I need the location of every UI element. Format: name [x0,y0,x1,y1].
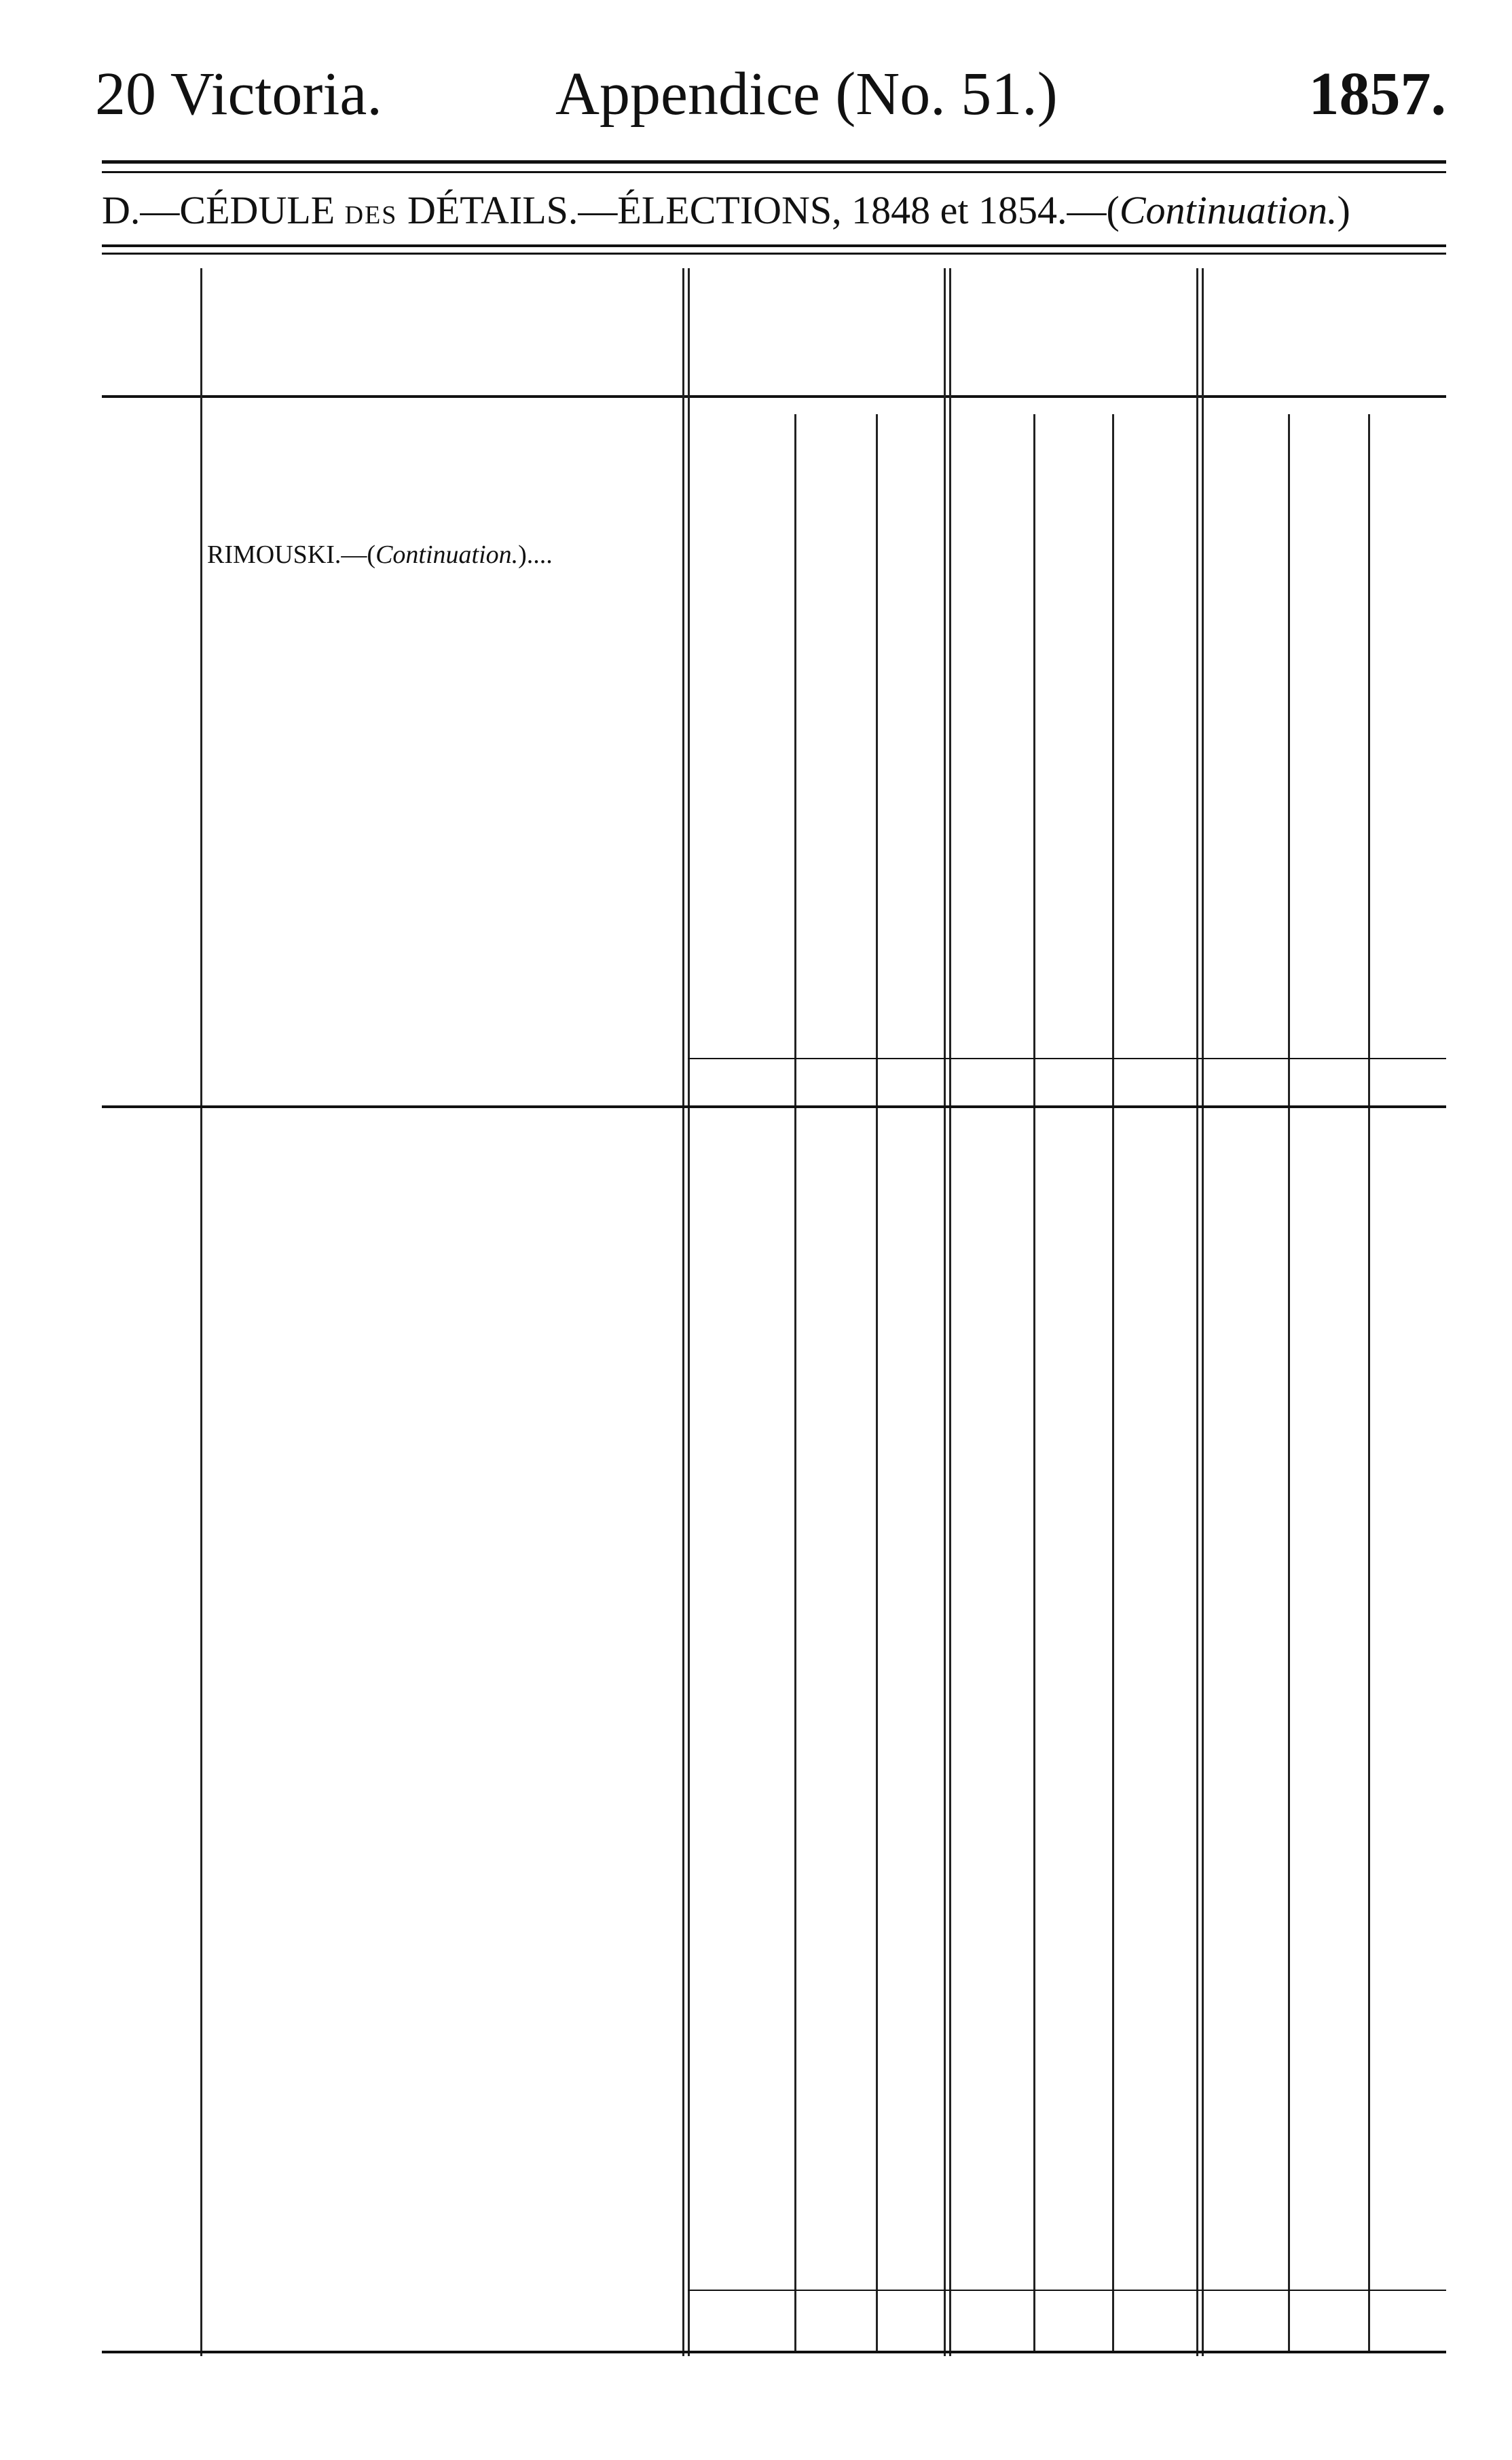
table-row-cell [1368,1365,1439,1396]
table-row-cell [693,1302,794,1334]
table-row-cell [1200,1334,1288,1365]
table-row-cell [945,1271,1033,1302]
table-row-cell [794,883,876,914]
table-row-cell [1288,1396,1368,1427]
table-row-cell [794,1615,876,1646]
total-row-cell [794,2300,876,2332]
table-row-cell [693,883,794,914]
table-row-cell [876,1240,944,1271]
table-row-cell [693,1677,794,1708]
column-rule [688,268,690,2356]
table-row-cell [876,1427,944,1458]
table-row-cell [693,2083,794,2114]
table-row-cell [1288,1365,1368,1396]
table-row-cell [794,1490,876,1521]
carried-forward-row-cell [794,508,876,539]
table-row-cell [693,1396,794,1427]
table-row-cell [876,2114,944,2146]
table-row-cell [693,758,794,789]
table-row-cell [1112,1240,1183,1271]
table-row-cell [693,1209,794,1240]
total-row-cell [1033,1070,1112,1101]
table-row-cell [876,1008,944,1039]
table-row-cell [1200,1146,1288,1177]
table-row-cell [876,1646,944,1677]
table-row-cell [794,1927,876,1958]
table-row-cell [945,1396,1033,1427]
table-row-cell [1288,1271,1368,1302]
table-row-cell [794,1365,876,1396]
table-row-cell [693,1865,794,1896]
table-row-cell [794,633,876,664]
table-row-cell [1200,1396,1288,1427]
table-row-cell [794,1458,876,1490]
table-row-cell [876,1334,944,1365]
table-row-cell [693,2052,794,2083]
title-part-2: DES [344,201,398,230]
total-row-cell [1112,1070,1183,1101]
table-row-cell [693,945,794,976]
table-row-cell [693,1927,794,1958]
table-row-cell [876,1552,944,1583]
table-row-cell [1200,1177,1288,1209]
table-row-cell [945,1177,1033,1209]
table-row-cell [693,570,794,602]
total-row-cell [1033,2300,1112,2332]
table-row-cell [876,1396,944,1427]
table-row-cell [876,820,944,851]
table-row-cell [693,1240,794,1271]
table-row-cell [693,1615,794,1646]
table-row-cell [1288,1334,1368,1365]
table-row-cell [876,633,944,664]
table-row-cell [794,570,876,602]
table-row-cell [794,1646,876,1677]
table-row-cell [794,1146,876,1177]
table-row-cell [945,1240,1033,1271]
table-row-cell [1033,1146,1112,1177]
table-row-cell [876,1271,944,1302]
table-row-cell [876,1708,944,1740]
table-row-cell [1112,1365,1183,1396]
table-row-cell [794,945,876,976]
section-divider [102,1105,1446,1108]
table-row-cell [693,1896,794,1927]
table-row-cell [1288,1302,1368,1334]
table-row-cell [693,851,794,883]
table-row-cell [876,2021,944,2052]
table-row-cell [876,1740,944,1771]
total-row-cell [1200,1070,1288,1101]
table-row-cell [876,1458,944,1490]
total-row-cell [1112,2300,1183,2332]
table-row-cell [1368,1271,1439,1302]
table-row-cell [693,1521,794,1552]
total-row-cell [945,2300,1033,2332]
table-row-cell [876,1490,944,1521]
carried-forward-row-cell [1368,508,1439,539]
table-row-cell [794,1958,876,1989]
table-row-cell [693,1708,794,1740]
table-row-cell [876,914,944,945]
table-row-cell [876,1896,944,1927]
table-row-cell [693,664,794,695]
table-row-cell [693,789,794,820]
table-row-cell [794,2177,876,2208]
table-row-cell [1112,1396,1183,1427]
carried-forward-row-cell [1033,508,1112,539]
table-row-cell [693,976,794,1008]
bottom-rule [102,2351,1446,2353]
table-row-cell [876,1865,944,1896]
table-row-cell [794,1865,876,1896]
table-row-cell [876,1989,944,2021]
header-volume: 20 Victoria. [95,60,382,128]
title-part-4: Continuation. [1119,188,1338,232]
table-row-cell [693,2146,794,2177]
total-row-cell [945,1070,1033,1101]
table-row-cell [693,1833,794,1865]
column-rule [200,268,202,2356]
table-row-cell [794,1396,876,1427]
county-name [207,539,553,570]
table-row-cell [693,1490,794,1521]
table-row-cell [794,727,876,758]
table-row-cell [693,1271,794,1302]
table-row-cell [945,1302,1033,1334]
table-row-cell [876,664,944,695]
table-row-cell [693,695,794,727]
table-row-cell [794,2239,876,2271]
table-row-cell [794,2208,876,2239]
table-row-cell [693,1334,794,1365]
table-row-cell [1200,1209,1288,1240]
table-row-cell [1033,1365,1112,1396]
table-row-cell [794,1334,876,1365]
table-row-cell [876,789,944,820]
table-row-cell [693,602,794,633]
table-row-cell [1368,1240,1439,1271]
county-name-part: Continuation. [375,540,519,569]
table-row-cell [1033,1302,1112,1334]
total-row-cell [1288,1070,1368,1101]
table-row-cell [693,727,794,758]
table-row-cell [794,1771,876,1802]
table-row-cell [876,1583,944,1615]
table-row-cell [794,976,876,1008]
table-row-cell [794,2021,876,2052]
table-row-cell [693,2021,794,2052]
title-rule-1 [102,244,1446,247]
carried-forward-row-cell [1200,508,1288,539]
total-row-cell [876,2300,944,2332]
table-row-cell [693,1771,794,1802]
table-row-cell [693,1989,794,2021]
table-row-cell [794,539,876,570]
table-row-cell [693,1365,794,1396]
table-row-cell [693,1427,794,1458]
table-row-cell [693,1458,794,1490]
table-row-cell [876,1177,944,1209]
header-appendix: Appendice (No. 51.) [555,60,1058,128]
table-row-cell [693,1740,794,1771]
total-row-cell [693,2300,794,2332]
table-row-cell [1200,1365,1288,1396]
table-row-cell [1112,1146,1183,1177]
table-row-cell [693,2208,794,2239]
total-row-cell [794,1070,876,1101]
table-row-cell [945,1146,1033,1177]
table-row-cell [1200,1240,1288,1271]
table-row-cell [693,1146,794,1177]
table-row-cell [794,1240,876,1271]
table-row-cell [1033,1396,1112,1427]
table-row-cell [876,570,944,602]
table-row-cell [876,1927,944,1958]
table-row-cell [876,1521,944,1552]
table-row-cell [794,695,876,727]
column-rule [1196,268,1198,2356]
table-row-cell [693,1958,794,1989]
header-year: 1857. [1308,60,1446,128]
table-row-cell [794,1989,876,2021]
table-row-cell [876,2146,944,2177]
total-rule [688,1058,1446,1059]
table-row-cell [876,695,944,727]
table-row-cell [1200,1302,1288,1334]
table-row-cell [794,789,876,820]
table-row-cell [876,727,944,758]
carried-forward-row-cell [945,508,1033,539]
table-row-cell [876,2083,944,2114]
table-row-cell [1368,1177,1439,1209]
table-row-cell [1288,1209,1368,1240]
table-row-cell [693,1646,794,1677]
total-row-cell [1368,2300,1439,2332]
table-row-cell [794,2146,876,2177]
table-row-cell [794,851,876,883]
table-row-cell [876,976,944,1008]
table-row-cell [794,664,876,695]
table-row-cell [794,1427,876,1458]
table-row-cell [794,1896,876,1927]
table-row-cell [794,758,876,789]
table-row-cell [794,914,876,945]
table-row-cell [794,1008,876,1039]
title-rule-2 [102,253,1446,255]
table-row-cell [794,1708,876,1740]
table-row-cell [876,1615,944,1646]
table-row-cell [794,1583,876,1615]
table-row-cell [1112,1302,1183,1334]
table-row-cell [693,633,794,664]
table-row-cell [693,1177,794,1209]
table-row-cell [794,602,876,633]
table-row-cell [876,602,944,633]
carried-forward-row-cell [693,508,794,539]
table-row-cell [693,820,794,851]
total-row-cell [1368,1070,1439,1101]
county-name-part: RIMOUSKI.—( [207,540,376,569]
table-row-cell [1033,1334,1112,1365]
table-row-cell [876,1146,944,1177]
table-row-cell [1288,1240,1368,1271]
table-row-cell [693,1008,794,1039]
header-divider [102,395,1446,398]
table-row-cell [693,1802,794,1833]
table-row-cell [945,1334,1033,1365]
table-row-cell [1112,1271,1183,1302]
table-row-cell [794,2083,876,2114]
table-row-cell [876,851,944,883]
table-row-cell [1112,1177,1183,1209]
table-row-cell [876,1302,944,1334]
title-part-5: ) [1337,188,1350,232]
carried-forward-row-cell [1288,508,1368,539]
table-row-cell [876,883,944,914]
table-row-cell [794,1209,876,1240]
table-row-cell [945,1209,1033,1240]
table-row-cell [876,1833,944,1865]
total-rule [688,2290,1446,2291]
table-row-cell [794,1833,876,1865]
table-row-cell [794,1677,876,1708]
column-rule [682,268,684,2356]
carried-forward-row-cell [1112,508,1183,539]
table-row-cell [794,1802,876,1833]
carried-forward-row-cell [876,508,944,539]
table-row-cell [693,914,794,945]
table-row-cell [794,2052,876,2083]
table-row-cell [794,1177,876,1209]
table-row-cell [876,945,944,976]
table-row-cell [876,2208,944,2239]
table-row-cell [876,1958,944,1989]
table-row-cell [794,820,876,851]
table-row-cell [1112,1209,1183,1240]
county-name-part: ).... [518,540,553,569]
table-row-cell [1368,1146,1439,1177]
table-row-cell [794,1552,876,1583]
table-row-cell [1368,1334,1439,1365]
table-row-cell [876,1365,944,1396]
table-row-cell [1033,1177,1112,1209]
table-row-cell [693,2177,794,2208]
table-row-cell [1033,1209,1112,1240]
table-row-cell [876,1209,944,1240]
table-row-cell [876,1802,944,1833]
table-row-cell [1033,1240,1112,1271]
table-row-cell [945,1365,1033,1396]
table-row-cell [1033,1271,1112,1302]
table-row-cell [876,539,944,570]
table-row-cell [693,2114,794,2146]
table-row-cell [794,1302,876,1334]
table-row-cell [1288,1177,1368,1209]
table-row-cell [1200,1271,1288,1302]
table-row-cell [876,2052,944,2083]
table-row-cell [1368,1396,1439,1427]
table-row-cell [794,2114,876,2146]
table-row-cell [693,1583,794,1615]
table-row-cell [876,2239,944,2271]
table-row-cell [693,2239,794,2271]
table-row-cell [876,1677,944,1708]
table-row-cell [1112,1334,1183,1365]
table-row-cell [876,1771,944,1802]
total-row-cell [1288,2300,1368,2332]
table-row-cell [1288,1146,1368,1177]
table-row-cell [876,758,944,789]
table-row-cell [1368,1302,1439,1334]
table-row-cell [1368,1209,1439,1240]
total-row-cell [693,1070,794,1101]
table-row-cell [693,1552,794,1583]
total-row-cell [876,1070,944,1101]
table-row-cell [693,539,794,570]
total-row-cell [1200,2300,1288,2332]
title-part-3: DÉTAILS.—ÉLECTIONS, 1848 et 1854.—( [407,188,1120,232]
table-row-cell [794,1521,876,1552]
title-part-1: D.—CÉDULE [102,188,335,232]
table-row-cell [794,1271,876,1302]
table-row-cell [794,1740,876,1771]
table-row-cell [876,2177,944,2208]
